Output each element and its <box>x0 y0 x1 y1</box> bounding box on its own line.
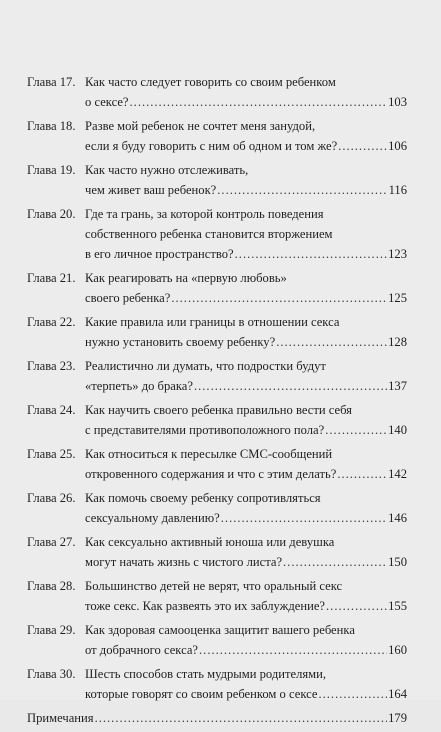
chapter-title-line: от добрачного секса? <box>85 643 199 657</box>
chapter-title-line: нужно установить своему ребенку? <box>85 335 276 349</box>
toc-entry-line <box>27 116 407 136</box>
chapter-label: Глава 30. <box>27 667 76 681</box>
page-number: 106 <box>388 139 407 153</box>
chapter-title-line: Как здоровая самооценка защитит вашего ребенка <box>85 623 355 637</box>
chapter-title-line: могут начать жизнь с чистого листа? <box>85 555 283 569</box>
chapter-title-line: Где та грань, за которой контроль поведения <box>85 207 324 221</box>
toc-entry <box>27 444 407 484</box>
chapter-title-line: Как научить своего ребенка правильно вести себя <box>85 403 352 417</box>
chapter-title-line: Как относиться к пересылке СМС-сообщений <box>85 447 333 461</box>
page-number: 116 <box>388 183 407 197</box>
chapter-title-line: с представителями противоположного пола? <box>85 423 325 437</box>
chapter-label: Глава 17. <box>27 75 76 89</box>
dot-leader <box>235 244 387 264</box>
page-number: 179 <box>388 711 407 725</box>
toc-entry <box>27 576 407 616</box>
chapter-label: Глава 18. <box>27 119 76 133</box>
dot-leader <box>221 508 387 528</box>
toc-entry <box>27 532 407 572</box>
toc-entry-notes <box>27 708 407 728</box>
dot-leader <box>194 376 387 396</box>
chapter-title-line: «терпеть» до брака? <box>85 379 193 393</box>
chapter-title-line: Какие правила или границы в отношении секса <box>85 315 340 329</box>
chapter-title-line: Как часто нужно отслеживать, <box>85 163 249 177</box>
chapter-title-line: откровенного содержания и что с этим делать? <box>85 467 337 481</box>
dot-leader <box>276 332 387 352</box>
toc-entry-line <box>27 664 407 684</box>
toc-entry-line <box>27 180 407 200</box>
toc-entry-line <box>27 464 407 484</box>
chapter-label: Глава 27. <box>27 535 76 549</box>
chapter-title-line: Большинство детей не верят, что оральный секс <box>85 579 343 593</box>
toc-entry-line <box>27 288 407 308</box>
toc-entry <box>27 204 407 264</box>
toc-entry-line <box>27 356 407 376</box>
chapter-title-line: Реалистично ли думать, что подростки будут <box>85 359 326 373</box>
toc-entry-line <box>27 72 407 92</box>
toc-entry-line <box>27 708 407 728</box>
chapter-title-line: Как реагировать на «первую любовь» <box>85 271 287 285</box>
dot-leader <box>95 708 388 728</box>
chapter-title-line: Шесть способов стать мудрыми родителями, <box>85 667 327 681</box>
chapter-label: Глава 26. <box>27 491 76 505</box>
toc-entry-line <box>27 596 407 616</box>
toc-entry-line <box>27 444 407 464</box>
chapter-title-line: собственного ребенка становится вторжением <box>85 227 333 241</box>
toc-entry-line <box>27 552 407 572</box>
page-number: 164 <box>388 687 407 701</box>
chapter-title-line: тоже секс. Как развеять это их заблуждение? <box>85 599 326 613</box>
chapter-title-line: которые говорят со своим ребенком о сексе <box>85 687 318 701</box>
dot-leader <box>283 552 387 572</box>
chapter-label: Глава 28. <box>27 579 76 593</box>
chapter-title-line: чем живет ваш ребенок? <box>85 183 217 197</box>
toc-entry <box>27 160 407 200</box>
chapter-label: Глава 20. <box>27 207 76 221</box>
page-number: 150 <box>388 555 407 569</box>
toc-entry-line <box>27 488 407 508</box>
toc-entry-line <box>27 532 407 552</box>
page-number: 146 <box>388 511 407 525</box>
chapter-label: Глава 22. <box>27 315 76 329</box>
chapter-title-line: в его личное пространство? <box>85 247 234 261</box>
page-number: 123 <box>388 247 407 261</box>
toc-entry-line <box>27 576 407 596</box>
chapter-label: Глава 21. <box>27 271 76 285</box>
chapter-title-line: Как часто следует говорить со своим ребенком <box>85 75 336 89</box>
page-number: 125 <box>388 291 407 305</box>
page-number: 142 <box>388 467 407 481</box>
toc-entry-line <box>27 224 407 244</box>
toc-entry-line <box>27 640 407 660</box>
chapter-title-line: Разве мой ребенок не сочтет меня занудой, <box>85 119 316 133</box>
toc-entry <box>27 488 407 528</box>
notes-label: Примечания <box>27 711 94 725</box>
toc-entry-line <box>27 312 407 332</box>
dot-leader <box>217 180 387 200</box>
dot-leader <box>338 136 387 156</box>
toc-entry-line <box>27 400 407 420</box>
toc-entry-line <box>27 204 407 224</box>
toc-entry <box>27 116 407 156</box>
toc-entry-line <box>27 684 407 704</box>
dot-leader <box>325 420 387 440</box>
toc-entry-line <box>27 420 407 440</box>
page-number: 103 <box>388 95 407 109</box>
chapter-title-line: о сексе? <box>85 95 129 109</box>
chapter-title-line: Как помочь своему ребенку сопротивляться <box>85 491 321 505</box>
page-number: 160 <box>388 643 407 657</box>
toc-entry <box>27 312 407 352</box>
chapter-title-line: сексуальному давлению? <box>85 511 220 525</box>
dot-leader <box>130 92 388 112</box>
chapter-label: Глава 23. <box>27 359 76 373</box>
toc-entry-line <box>27 244 407 264</box>
dot-leader <box>318 684 387 704</box>
chapter-title-line: Как сексуально активный юноша или девушка <box>85 535 335 549</box>
toc-entry-line <box>27 508 407 528</box>
toc-entry <box>27 664 407 704</box>
table-of-contents <box>27 72 407 732</box>
chapter-label: Глава 25. <box>27 447 76 461</box>
chapter-label: Глава 24. <box>27 403 76 417</box>
dot-leader <box>337 464 387 484</box>
dot-leader <box>199 640 387 660</box>
chapter-label: Глава 29. <box>27 623 76 637</box>
page-number: 140 <box>388 423 407 437</box>
toc-entry-line <box>27 376 407 396</box>
toc-entry <box>27 72 407 112</box>
chapter-title-line: своего ребенка? <box>85 291 171 305</box>
toc-entry-line <box>27 620 407 640</box>
chapter-title-line: если я буду говорить с ним об одном и том же? <box>85 139 338 153</box>
toc-entry <box>27 400 407 440</box>
dot-leader <box>171 288 387 308</box>
page-number: 155 <box>388 599 407 613</box>
toc-entry-line <box>27 332 407 352</box>
chapter-label: Глава 19. <box>27 163 76 177</box>
toc-entry <box>27 356 407 396</box>
dot-leader <box>326 596 387 616</box>
toc-entry <box>27 268 407 308</box>
toc-entry-line <box>27 268 407 288</box>
toc-entry-line <box>27 92 407 112</box>
toc-entry-line <box>27 160 407 180</box>
page-number: 128 <box>388 335 407 349</box>
toc-entry <box>27 620 407 660</box>
toc-entry-line <box>27 136 407 156</box>
page-number: 137 <box>388 379 407 393</box>
